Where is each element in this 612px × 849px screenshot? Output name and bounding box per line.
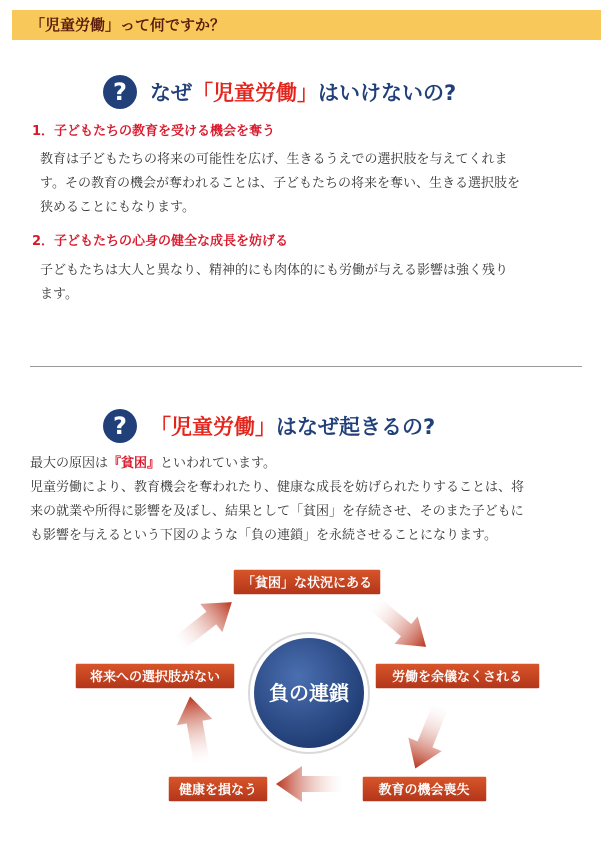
section2-question-post: はなぜ起きるの? xyxy=(276,415,436,439)
section1-question-post: はいけないの? xyxy=(318,81,457,105)
cycle-step-label: 健康を損なう xyxy=(178,783,258,798)
section-divider xyxy=(30,366,582,367)
cycle-step-label: 「貧困」な状況にある xyxy=(241,576,373,591)
cycle-step-label: 教育の機会喪失 xyxy=(378,783,470,798)
page-header-title: 「児童労働」って何ですか？ xyxy=(30,16,226,34)
cause-text xyxy=(30,452,524,548)
cycle-step-label: 労働を余儀なくされる xyxy=(391,670,523,685)
svg-text:?: ? xyxy=(113,412,127,440)
cause-pre: 最大の原因は xyxy=(30,456,109,471)
section1-question-highlight: 「児童労働」 xyxy=(192,81,318,105)
reason1-line: 教育は子どもたちの将来の可能性を広げ、生きるうえでの選択肢を与えてくれま xyxy=(40,152,508,167)
cause-highlight: 『貧困』 xyxy=(108,456,161,471)
section2-question-highlight: 「児童労働」 xyxy=(150,415,276,439)
reason1-text xyxy=(40,148,520,220)
question-icon xyxy=(102,408,138,444)
cause-post: といわれています。 xyxy=(160,456,276,471)
cycle-arrow xyxy=(276,766,344,802)
cycle-step-lost-education xyxy=(362,776,487,802)
negative-cycle-diagram xyxy=(0,560,612,849)
cycle-arrow xyxy=(172,693,219,766)
cause-line xyxy=(30,452,524,476)
reason1-line: す。その教育の機会が奪われることは、子どもたちの将来を奪い、生きる選択肢を xyxy=(40,176,520,191)
reason1-heading: 1．子どもたちの教育を受ける機会を奪う xyxy=(32,124,276,139)
section1-heading xyxy=(102,74,456,110)
cycle-center-label: 負の連鎖 xyxy=(269,681,349,705)
reason2-line: ます。 xyxy=(40,287,78,302)
reason2-line: 子どもたちは大人と異なり、精神的にも肉体的にも労働が与える影響は強く残り xyxy=(40,263,509,278)
reason2-heading: 2．子どもたちの心身の健全な成長を妨げる xyxy=(32,234,289,249)
page-header xyxy=(12,10,601,40)
section1-question xyxy=(150,77,456,107)
question-icon xyxy=(102,74,138,110)
cycle-arrow xyxy=(362,589,437,660)
cycle-step-label: 将来への選択肢がない xyxy=(89,670,221,685)
cycle-step-health xyxy=(168,776,268,802)
cause-explanation-line: も影響を与えるという下図のような「負の連鎖」を永続させることになります。 xyxy=(30,528,497,543)
cycle-arrow xyxy=(167,588,243,658)
cycle-step-no-choices xyxy=(75,663,235,689)
section2-heading xyxy=(102,408,435,444)
cycle-step-forced-labor xyxy=(375,663,540,689)
svg-text:?: ? xyxy=(113,78,127,106)
section2-question xyxy=(150,411,435,441)
cycle-arrow xyxy=(399,699,458,776)
cause-explanation-line: 児童労働により、教育機会を奪われたり、健康な成長を妨げられたりすることは、将 xyxy=(30,480,525,495)
cycle-center xyxy=(249,633,369,753)
reason1-line: 狭めることにもなります。 xyxy=(40,200,195,215)
reason2-text xyxy=(40,259,508,307)
cycle-step-poverty xyxy=(233,569,381,595)
section1-question-pre: なぜ xyxy=(150,81,192,105)
cause-explanation-line: 来の就業や所得に影響を及ぼし、結果として「貧困」を存続させ、そのまた子どもに xyxy=(30,504,524,519)
